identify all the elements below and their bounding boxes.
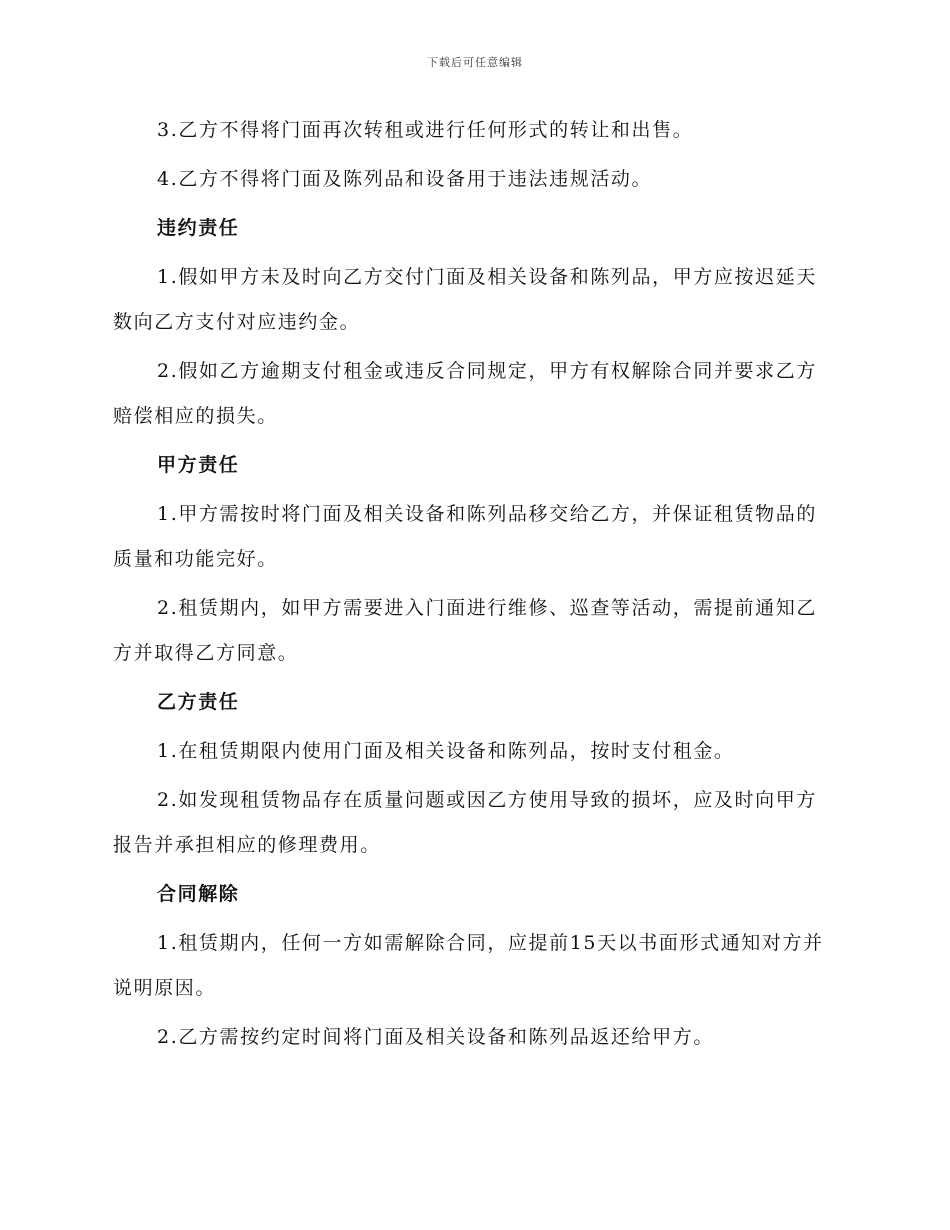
clause-paragraph: 4.乙方不得将门面及陈列品和设备用于违法违规活动。 — [157, 168, 653, 190]
section-heading-party-b-duties: 乙方责任 — [157, 691, 240, 713]
clause-paragraph: 2.乙方需按约定时间将门面及相关设备和陈列品返还给甲方。 — [157, 1026, 714, 1048]
clause-paragraph: 1.甲方需按时将门面及相关设备和陈列品移交给乙方，并保证租赁物品的质量和功能完好。 — [113, 503, 817, 570]
clause-paragraph: 1.假如甲方未及时向乙方交付门面及相关设备和陈列品，甲方应按迟延天数向乙方支付对应违约金。 — [113, 266, 817, 333]
clause-paragraph: 2.租赁期内，如甲方需要进入门面进行维修、巡查等活动，需提前通知乙方并取得乙方同意。 — [113, 597, 817, 664]
clause-paragraph: 2.如发现租赁物品存在质量问题或因乙方使用导致的损坏，应及时向甲方报告并承担相应的修理费用。 — [113, 789, 817, 856]
section-heading-party-a-duties: 甲方责任 — [157, 454, 240, 476]
clause-paragraph: 1.在租赁期限内使用门面及相关设备和陈列品，按时支付租金。 — [157, 740, 735, 762]
section-heading-breach-liability: 违约责任 — [157, 217, 240, 239]
clause-paragraph: 1.租赁期内，任何一方如需解除合同，应提前15天以书面形式通知对方并说明原因。 — [113, 932, 824, 999]
clause-paragraph: 2.假如乙方逾期支付租金或违反合同规定，甲方有权解除合同并要求乙方赔偿相应的损失。 — [113, 360, 817, 427]
section-heading-termination: 合同解除 — [157, 883, 240, 905]
clause-paragraph: 3.乙方不得将门面再次转租或进行任何形式的转让和出售。 — [157, 119, 694, 141]
document-body — [113, 108, 825, 1064]
page-header: 下载后可任意编辑 — [427, 56, 523, 69]
